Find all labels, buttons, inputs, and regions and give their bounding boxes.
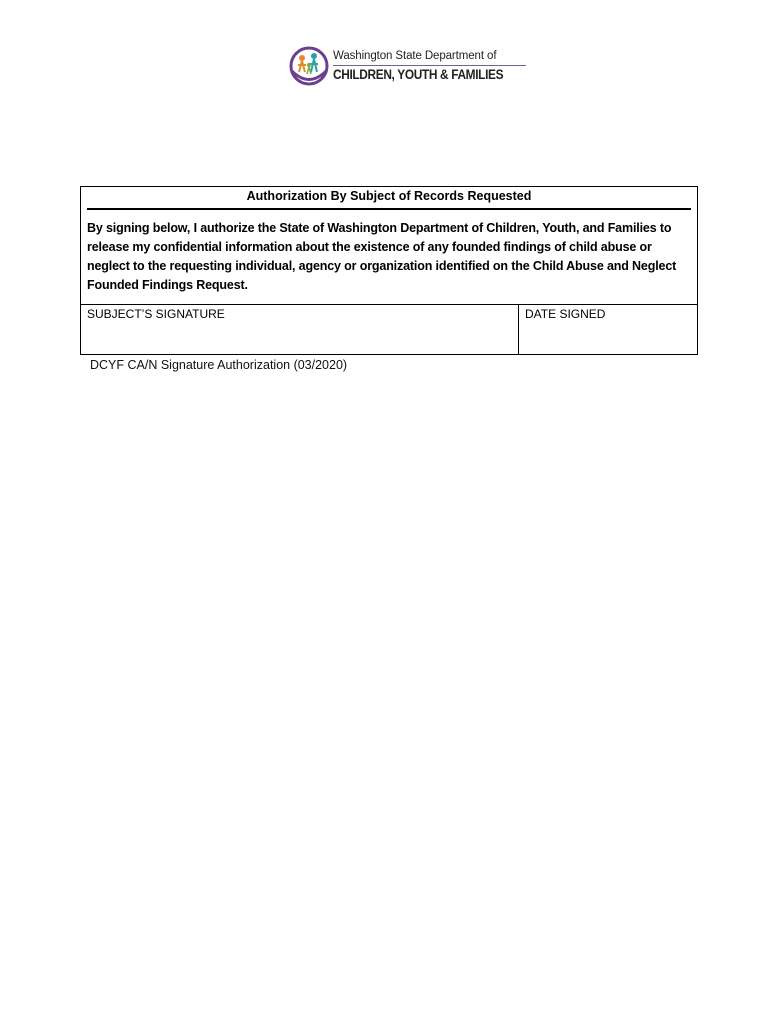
subject-signature-label: SUBJECT’S SIGNATURE	[87, 307, 225, 321]
logo-agency-name: CHILDREN, YOUTH & FAMILIES	[333, 66, 504, 82]
logo-text	[333, 51, 526, 81]
authorization-form	[80, 186, 698, 355]
authorization-statement: By signing below, I authorize the State of Washington Department of Children, Youth, and Families to release my confidential information about the existence of any founded findings of child abuse or neglect to the requesting individual, agency or organization identified on the Child Abuse and Neglect Founded Findings Request.	[87, 221, 677, 292]
date-signed-label: DATE SIGNED	[525, 307, 606, 321]
form-identifier: DCYF CA/N Signature Authorization (03/2020)	[90, 358, 348, 372]
logo-department-line: Washington State Department of	[333, 51, 526, 66]
signature-row	[81, 304, 697, 354]
subject-signature-field[interactable]	[81, 305, 519, 354]
form-title: Authorization By Subject of Records Requested	[87, 187, 691, 210]
agency-logo	[289, 44, 504, 88]
date-signed-field[interactable]	[519, 305, 697, 354]
family-logo-icon	[289, 46, 329, 86]
